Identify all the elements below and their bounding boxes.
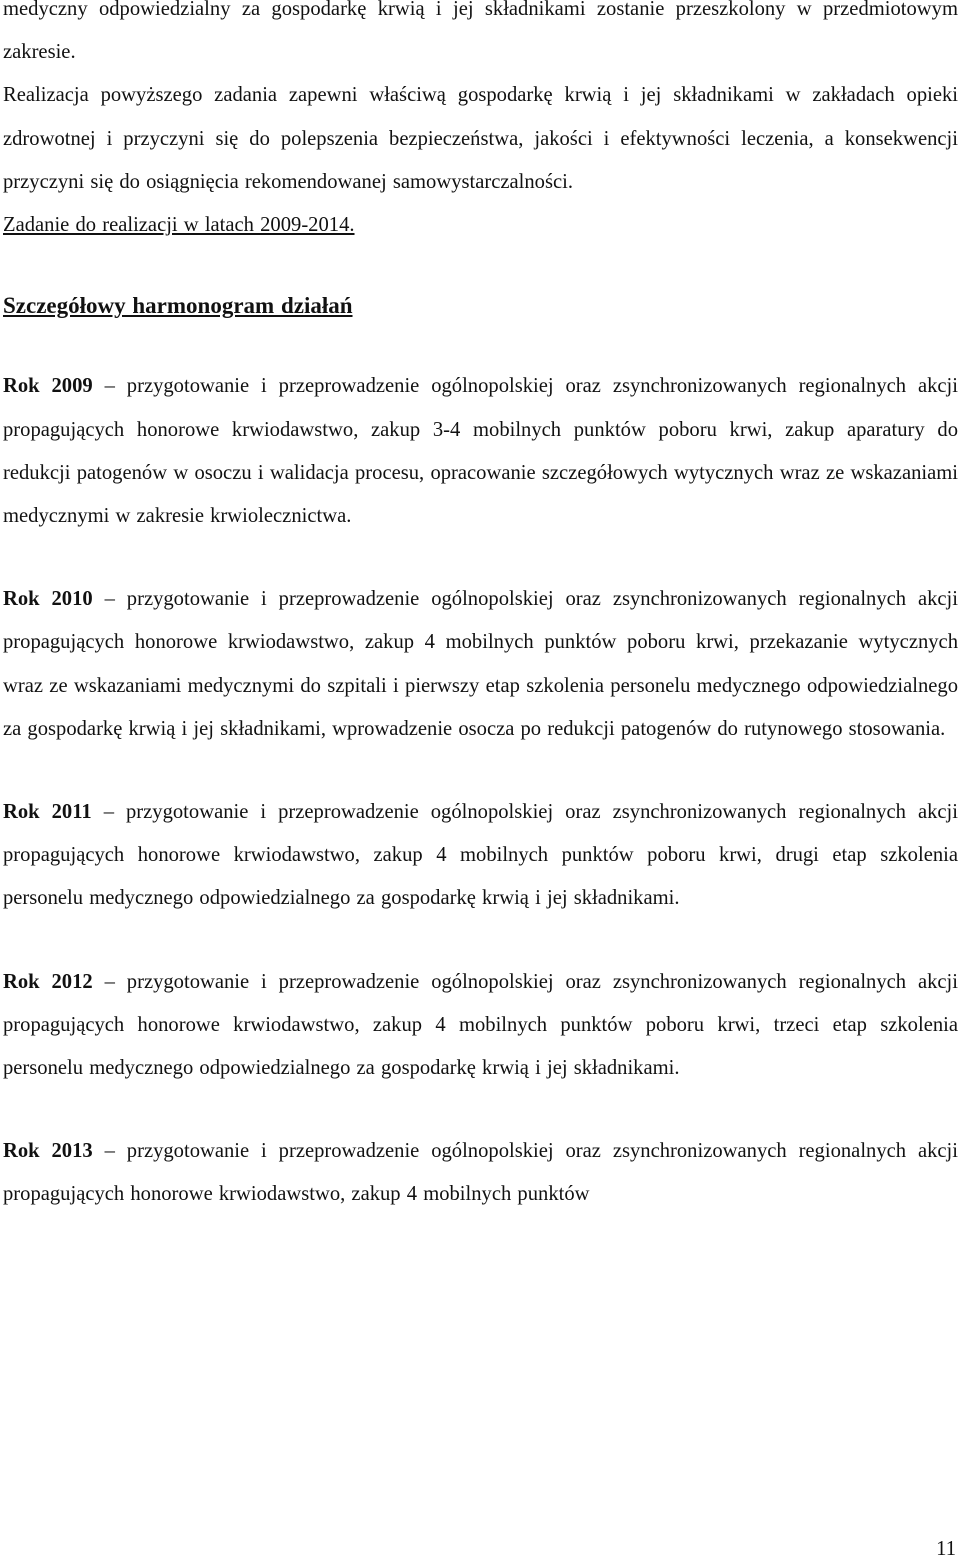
year-label: Rok 2011 — [3, 801, 92, 824]
schedule-heading: Szczegółowy harmonogram działań — [3, 293, 353, 319]
year-description: – przygotowanie i przeprowadzenie ogólnopolskiej oraz zsynchronizowanych regionalnych akcji propagujących honorowe krwiodawstwo, zakup 4 mobilnych punktów — [3, 1140, 958, 1206]
year-paragraph-2009 — [3, 365, 958, 538]
year-description: – przygotowanie i przeprowadzenie ogólnopolskiej oraz zsynchronizowanych regionalnych akcji propagujących honorowe krwiodawstwo, zakup 4 mobilnych punktów poboru krwi, drugi etap szkolenia personelu medycznego odpowiedzialnego za gospodarkę krwią i jej składnikami. — [3, 801, 958, 910]
year-description: – przygotowanie i przeprowadzenie ogólnopolskiej oraz zsynchronizowanych regionalnych akcji propagujących honorowe krwiodawstwo, zakup 4 mobilnych punktów poboru krwi, trzeci etap szkolenia personelu medycznego odpowiedzialnego za gospodarkę krwią i jej składnikami. — [3, 970, 958, 1080]
task-period — [3, 204, 958, 247]
year-label: Rok 2012 — [3, 970, 93, 993]
task-period-text: Zadanie do realizacji w latach 2009-2014. — [3, 214, 355, 237]
year-label: Rok 2009 — [3, 375, 93, 398]
document-body — [3, 0, 958, 1217]
year-label: Rok 2010 — [3, 588, 93, 611]
year-description: – przygotowanie i przeprowadzenie ogólnopolskiej oraz zsynchronizowanych regionalnych akcji propagujących honorowe krwiodawstwo, zakup 3-4 mobilnych punktów poboru krwi, zakup aparatury do redukcji patogenów w osoczu i walidacja procesu, opracowanie szczegółowych wytycznych wraz ze wskazaniami medycznymi w zakresie krwiolecznictwa. — [3, 375, 958, 528]
year-label: Rok 2013 — [3, 1140, 93, 1163]
year-paragraph-2012 — [3, 961, 958, 1091]
intro-paragraph: Realizacja powyższego zadania zapewni właściwą gospodarkę krwią i jej składnikami w zakładach opieki zdrowotnej i przyczyni się do polepszenia bezpieczeństwa, jakości i efektywności leczenia, a konsekwencji przyczyni się do osiągnięcia rekomendowanej samowystarczalności. — [3, 84, 958, 193]
year-description: – przygotowanie i przeprowadzenie ogólnopolskiej oraz zsynchronizowanych regionalnych akcji propagujących honorowe krwiodawstwo, zakup 4 mobilnych punktów poboru krwi, przekazanie wytycznych wraz ze wskazaniami medycznymi do szpitali i pierwszy etap szkolenia personelu medycznego odpowiedzialnego za gospodarkę krwią i jej składnikami, wprowadzenie osocza po redukcji patogenów do rutynowego stosowania. — [3, 588, 958, 740]
page-number: 11 — [936, 1538, 956, 1560]
year-paragraph-2011 — [3, 791, 958, 921]
year-paragraph-2010 — [3, 578, 958, 751]
intro-paragraph: medyczny odpowiedzialny za gospodarkę krwią i jej składnikami zostanie przeszkolony w przedmiotowym zakresie. — [3, 0, 958, 64]
year-paragraph-2013 — [3, 1130, 958, 1216]
